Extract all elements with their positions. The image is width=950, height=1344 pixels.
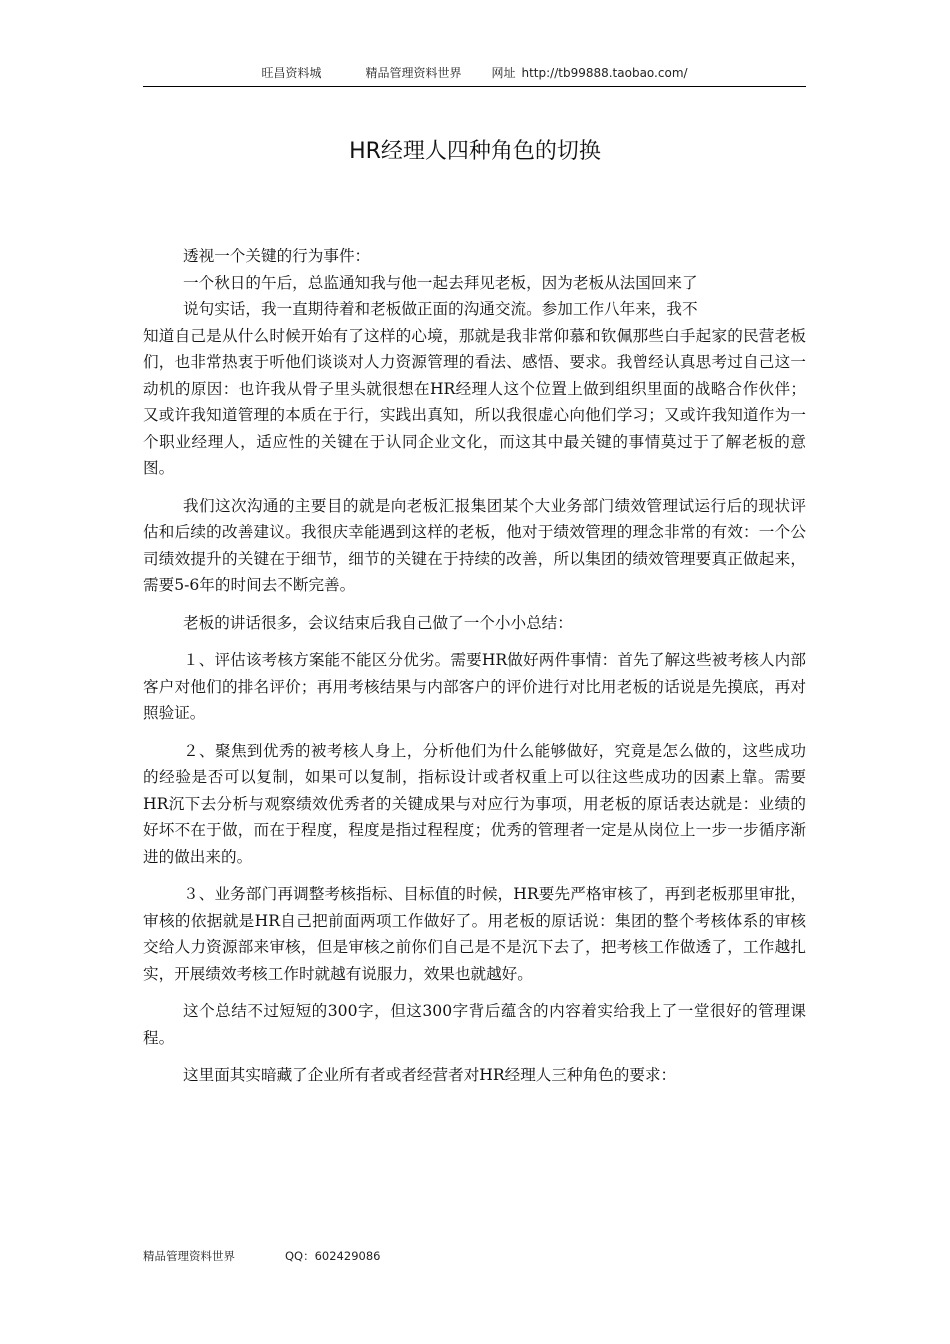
document-title: HR经理人四种角色的切换 bbox=[349, 139, 601, 164]
paragraph-point-2: ２、聚焦到优秀的被考核人身上，分析他们为什么能够做好，究竟是怎么做的，这些成功的经验是否可以复制，如果可以复制，指标设计或者权重上可以往这些成功的因素上靠。需要HR沉下去分析与观察绩效优秀者的关键成果与对应行为事项，用老板的原话表达就是：业绩的好坏不在于做，而在于程度，程度是指过程程度；优秀的管理者一定是从岗位上一步一步循序渐进的做出来的。 bbox=[143, 741, 806, 866]
paragraph-summary-intro: 老板的讲话很多，会议结束后我自己做了一个小小总结： bbox=[183, 613, 573, 632]
document-body bbox=[143, 243, 806, 1089]
header-url-label: 网址 bbox=[491, 66, 516, 80]
paragraph-reflection: 这个总结不过短短的300字，但这300字背后蕴含的内容着实给我上了一堂很好的管理课程。 bbox=[143, 1002, 806, 1047]
paragraph-roles-intro: 这里面其实暗藏了企业所有者或者经营者对HR经理人三种角色的要求： bbox=[183, 1066, 677, 1084]
footer-qq-label: QQ： bbox=[285, 1249, 315, 1263]
paragraph-story-line2: 说句实话，我一直期待着和老板做正面的沟通交流。参加工作八年来，我不 bbox=[183, 300, 698, 318]
page-footer bbox=[143, 1248, 380, 1264]
page-header bbox=[143, 64, 806, 87]
paragraph-meeting-purpose: 我们这次沟通的主要目的就是向老板汇报集团某个大业务部门绩效管理试运行后的现状评估和后续的改善建议。我很庆幸能遇到这样的老板，他对于绩效管理的理念非常的有效：一个公司绩效提升的关键在于细节，细节的关键在于持续的改善，所以集团的绩效管理要真正做起来，需要5-6年的时间去不断完善。 bbox=[143, 496, 806, 594]
paragraph-story-rest: 知道自己是从什么时候开始有了这样的心境，那就是我非常仰慕和钦佩那些白手起家的民营老板们，也非常热衷于听他们谈谈对人力资源管理的看法、感悟、要求。我曾经认真思考过自己这一动机的原因：也许我从骨子里头就很想在HR经理人这个位置上做到组织里面的战略合作伙伴；又或许我知道管理的本质在于行，实践出真知，所以我很虚心向他们学习；又或许我知道作为一个职业经理人，适应性的关键在于认同企业文化，而这其中最关键的事情莫过于了解老板的意图。 bbox=[143, 326, 806, 477]
paragraph-point-1: １、评估该考核方案能不能区分优劣。需要HR做好两件事情：首先了解这些被考核人内部客户对他们的排名评价；再用考核结果与内部客户的评价进行对比用老板的话说是先摸底，再对照验证。 bbox=[143, 651, 806, 722]
header-site-name: 旺昌资料城 bbox=[261, 66, 322, 80]
paragraph-point-3: ３、业务部门再调整考核指标、目标值的时候，HR要先严格审核了，再到老板那里审批，审核的依据就是HR自己把前面两项工作做好了。用老板的原话说：集团的整个考核体系的审核交给人力资源部来审核，但是审核之前你们自己是不是沉下去了，把考核工作做透了，工作越扎实，开展绩效考核工作时就越有说服力，效果也就越好。 bbox=[143, 885, 806, 983]
header-tagline: 精品管理资料世界 bbox=[365, 66, 462, 80]
footer-tagline: 精品管理资料世界 bbox=[143, 1249, 235, 1263]
footer-qq-number: 602429086 bbox=[314, 1249, 381, 1263]
paragraph-intro: 透视一个关键的行为事件： bbox=[183, 247, 371, 265]
header-url-link[interactable]: http://tb99888.taobao.com/ bbox=[521, 66, 688, 80]
paragraph-story-line1: 一个秋日的午后，总监通知我与他一起去拜见老板，因为老板从法国回来了 bbox=[183, 273, 698, 292]
